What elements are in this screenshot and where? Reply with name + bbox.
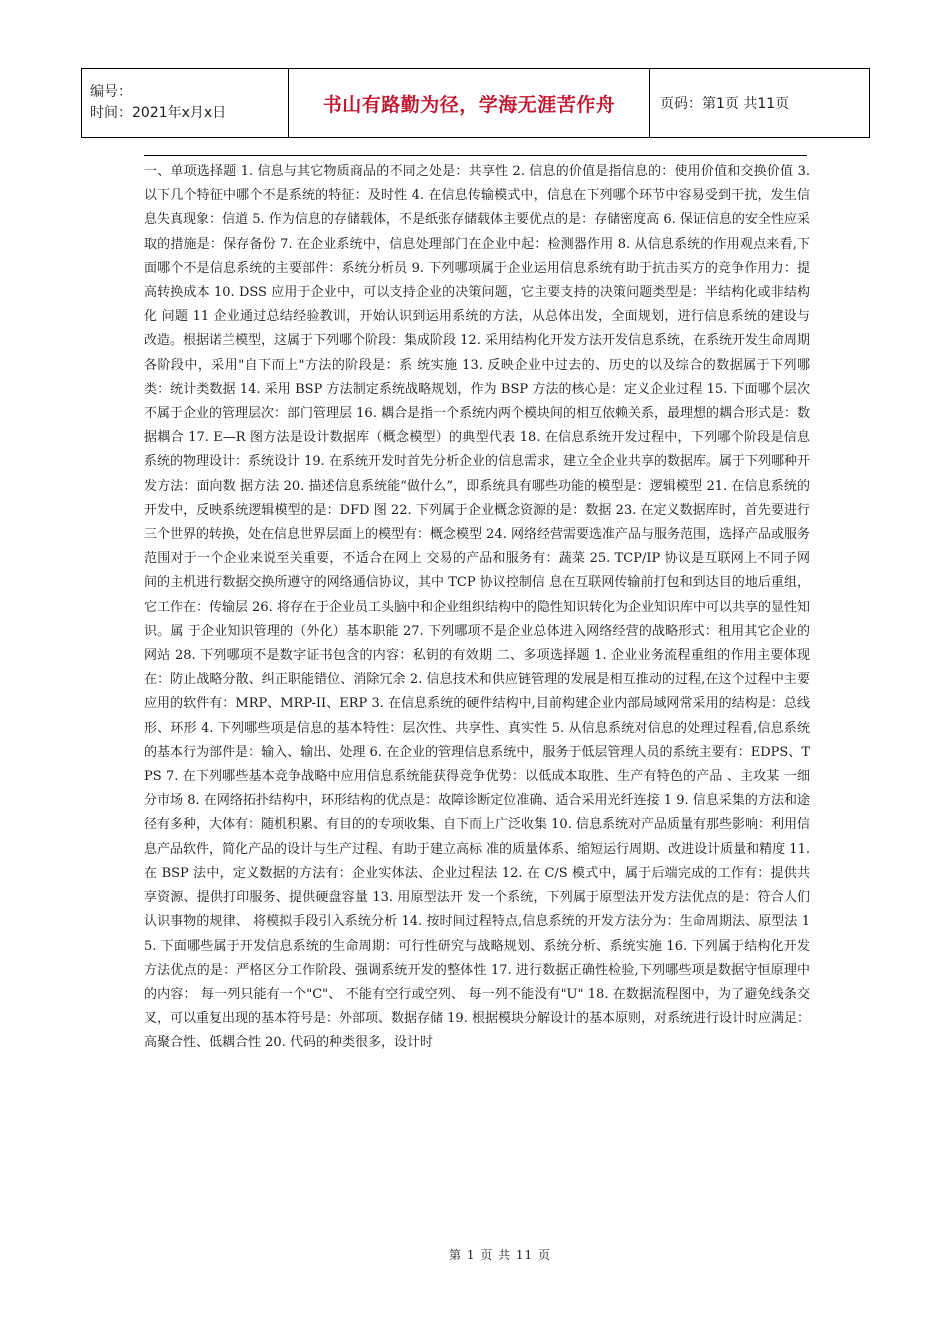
document-body: 一、单项选择题 1. 信息与其它物质商品的不同之处是：共享性 2. 信息的价值是指信息的：使用价值和交换价值 3. 以下几个特征中哪个不是系统的特征：及时性 4. 在信息传输模式中，信息在下列哪个环节中容易受到干扰，发生信息失真现象：信道 5. 作为信息的存储载体，不是纸张存储载体主要优点的是：存储密度高 6. 保证信息的安全性应采取的措施是：保存备份 7. 在企业系统中，信息处理部门在企业中起：检测器作用 8. 从信息系统的作用观点来看,下面哪个不是信息系统的主要部件：系统分析员 9. 下列哪项属于企业运用信息系统有助于抗击买方的竞争作用力：提高转换成本 10. DSS 应用于企业中，可以支持企业的决策问题，它主要支持的决策问题类型是：半结构化或非结构化 问题 11 企业通过总结经验教训，开始认识到运用系统的方法，从总体出发，全面规划，进行信息系统的建设与 改造。根据诺兰模型，这属于下列哪个阶段：集成阶段 12. 采用结构化开发方法开发信息系统，在系统开发生命周期各阶段中，采用"自下而上"方法的阶段是：系 统实施 13. 反映企业中过去的、历史的以及综合的数据属于下列哪类：统计类数据 14. 采用 BSP 方法制定系统战略规划，作为 BSP 方法的核心是：定义企业过程 15. 下面哪个层次不属于企业的管理层次：部门管理层 16. 耦合是指一个系统内两个模块间的相互依赖关系，最理想的耦合形式是：数据耦合 17. E—R 图方法是设计数据库（概念模型）的典型代表 18. 在信息系统开发过程中，下列哪个阶段是信息系统的物理设计：系统设计 19. 在系统开发时首先分析企业的信息需求，建立全企业共享的数据库。属于下列哪种开发方法：面向数 据方法 20. 描述信息系统能“做什么”，即系统具有哪些功能的模型是：逻辑模型 21. 在信息系统的开发中，反映系统逻辑模型的是：DFD 图 22. 下列属于企业概念资源的是：数据 23. 在定义数据库时，首先要进行三个世界的转换，处在信息世界层面上的模型有：概念模型 24. 网络经营需要选准产品与服务范围，选择产品或服务范围对于一个企业来说至关重要，不适合在网上 交易的产品和服务有：蔬菜 25. TCP/IP 协议是互联网上不同子网间的主机进行数据交换所遵守的网络通信协议，其中 TCP 协议控制信 息在互联网传输前打包和到达目的地后重组，它工作在：传输层 26. 将存在于企业员工头脑中和企业组织结构中的隐性知识转化为企业知识库中可以共享的显性知识。属 于企业知识管理的（外化）基本职能 27. 下列哪项不是企业总体进入网络经营的战略形式：租用其它企业的网站 28. 下列哪项不是数字证书包含的内容：私钥的有效期 二、多项选择题 1. 企业业务流程重组的作用主要体现在：防止战略分散、纠正职能错位、消除冗余 2. 信息技术和供应链管理的发展是相互推动的过程,在这个过程中主要应用的软件有：MRP、MRP-II、ERP 3. 在信息系统的硬件结构中,目前构建企业内部局域网常采用的结构是：总线形、环形 4. 下列哪些项是信息的基本特性：层次性、共享性、真实性 5. 从信息系统对信息的处理过程看,信息系统的基本行为部件是：输入、输出、处理 6. 在企业的管理信息系统中，服务于低层管理人员的系统主要有：EDPS、TPS 7. 在下列哪些基本竞争战略中应用信息系统能获得竞争优势：以低成本取胜、生产有特色的产品 、主攻某 一细分市场 8. 在网络拓扑结构中，环形结构的优点是：故障诊断定位准确、适合采用光纤连接 1 9. 信息采集的方法和途径有多种，大体有：随机积累、有目的的专项收集、自下而上广泛收集 10. 信息系统对产品质量有那些影响：利用信息产品软件，简化产品的设计与生产过程、有助于建立高标 准的质量体系、缩短运行周期、改进设计质量和精度 11. 在 BSP 法中，定义数据的方法有：企业实体法、企业过程法 12. 在 C/S 模式中，属于后端完成的工作有：提供共享资源、提供打印服务、提供硬盘容量 13. 用原型法开 发一个系统，下列属于原型法开发方法优点的是：符合人们认识事物的规律、 将模拟手段引入系统分析 14. 按时间过程特点,信息系统的开发方法分为：生命周期法、原型法 15. 下面哪些属于开发信息系统的生命周期：可行性研究与战略规划、系统分析、系统实施 16. 下列属于结构化开发方法优点的是：严格区分工作阶段、强调系统开发的整体性 17. 进行数据正确性检验,下列哪些项是数据守恒原理中的内容： 每一列只能有一个"C"、 不能有空行或空列、 每一列不能没有"U" 18. 在数据流程图中，为了避免线条交叉，可以重复出现的基本符号是：外部项、数据存储 19. 根据模块分解设计的基本原则，对系统进行设计时应满足：高聚合性、低耦合性 20. 代码的种类很多，设计时: [144, 164, 810, 1051]
header-motto: 书山有路勤为径，学海无涯苦作舟: [289, 69, 650, 138]
document-date-label: 时间：2021年x月x日: [90, 105, 227, 121]
document-number-label: 编号：: [90, 84, 132, 100]
header-page-info: 页码：第1页 共11页: [650, 69, 870, 138]
header-table: [81, 68, 870, 138]
page-footer: 第 1 页 共 11 页: [449, 1248, 551, 1262]
header-divider: [144, 155, 807, 156]
header-meta-cell: [82, 69, 289, 138]
